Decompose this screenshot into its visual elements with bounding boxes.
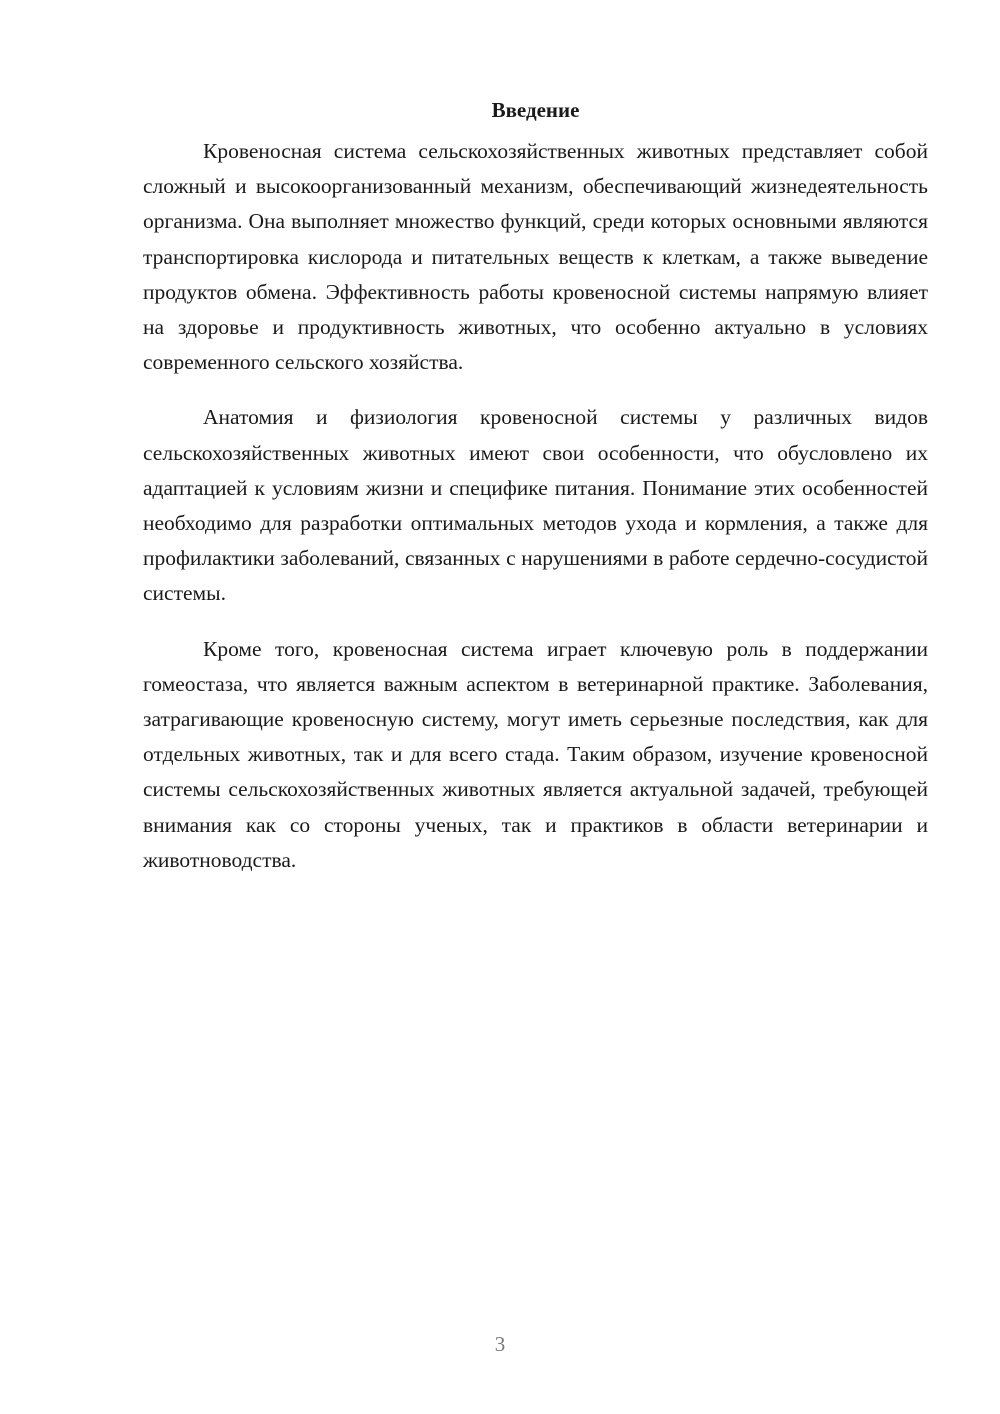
- paragraph-2: Анатомия и физиология кровеносной системы у различных видов сельскохозяйственных животных имеют свои особенности, что обусловлено их адаптацией к условиям жизни и специфике питания. Понимание этих особенностей необходимо для разработки оптимальных методов ухода и кормления, а также для профилактики заболеваний, связанных с нарушениями в работе сердечно-сосудистой системы.: [143, 405, 928, 606]
- paragraph-1: Кровеносная система сельскохозяйственных животных представляет собой сложный и высокоорганизованный механизм, обеспечивающий жизнедеятельность организма. Она выполняет множество функций, среди которых основными являются транспортировка кислорода и питательных веществ к клеткам, а также выведение продуктов обмена. Эффективность работы кровеносной системы напрямую влияет на здоровье и продуктивность животных, что особенно актуально в условиях современного сельского хозяйства.: [143, 139, 928, 375]
- paragraph-3: Кроме того, кровеносная система играет ключевую роль в поддержании гомеостаза, что является важным аспектом в ветеринарной практике. Заболевания, затрагивающие кровеносную систему, могут иметь серьезные последствия, как для отдельных животных, так и для всего стада. Таким образом, изучение кровеносной системы сельскохозяйственных животных является актуальной задачей, требующей внимания как со стороны ученых, так и практиков в области ветеринарии и животноводства.: [143, 636, 928, 872]
- section-title: Введение: [491, 98, 580, 122]
- page-number: 3: [494, 1332, 506, 1356]
- document-page: [143, 92, 928, 898]
